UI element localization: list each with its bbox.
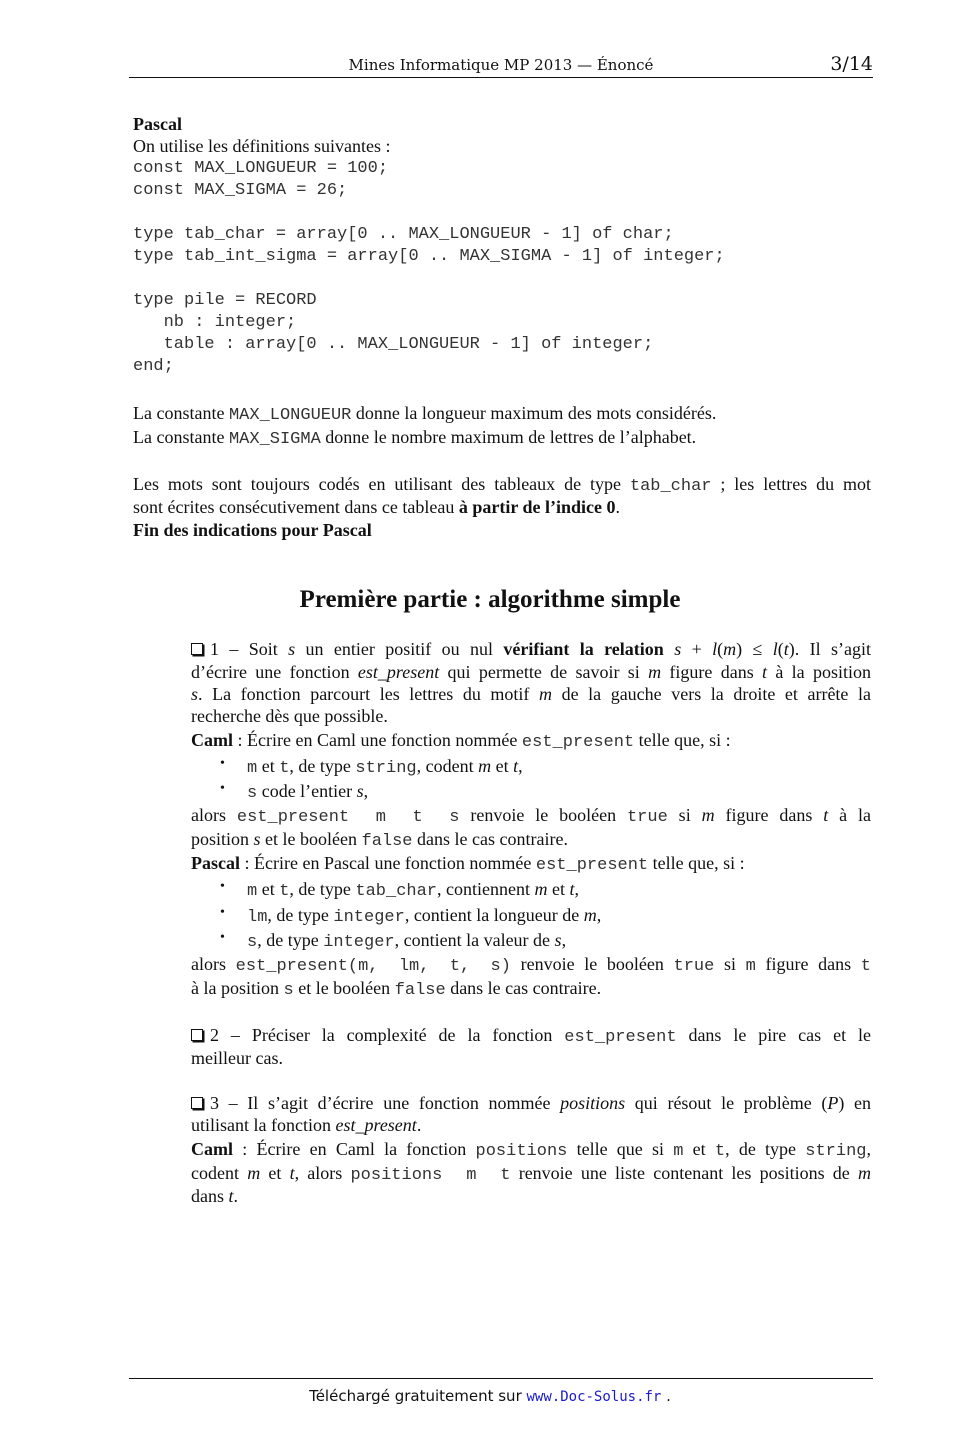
pascal-end-note: Fin des indications pour Pascal [133, 520, 372, 540]
pascal-return-text: à la position s et le booléen false dans le cas contraire. [191, 978, 602, 1000]
caml-instruction: Caml : Écrire en Caml la fonction positions telle que si m et t, de type string, [191, 1139, 871, 1161]
doc-solus-link[interactable]: www.Doc-Solus.fr [526, 1389, 662, 1405]
section-title: Première partie : algorithme simple [299, 586, 681, 613]
question-3-text: utilisant la fonction est_present. [191, 1115, 422, 1135]
question-1: 1 – Soit s un entier positif ou nul vérifiant la relation s + l(m) ≤ l(t). Il s’agit [191, 638, 871, 660]
code-line: type pile = RECORD [133, 291, 317, 310]
constant-description: La constante MAX_LONGUEUR donne la longueur maximum des mots considérés. [133, 403, 717, 425]
code-line: type tab_int_sigma = array[0 .. MAX_SIGMA - 1] of integer; [133, 247, 725, 266]
code-line: end; [133, 357, 174, 376]
list-item: m et t, de type string, codent m et t, [247, 756, 523, 778]
question-3-text: codent m et t, alors positions m t renvoie une liste contenant les positions de m [191, 1163, 871, 1185]
header-title: Mines Informatique MP 2013 — Énoncé [348, 56, 654, 74]
list-item: m et t, de type tab_char, contiennent m et t, [247, 879, 580, 901]
code-line: table : array[0 .. MAX_LONGUEUR - 1] of integer; [133, 335, 654, 354]
code-line: const MAX_LONGUEUR = 100; [133, 159, 389, 178]
pascal-return-text: alors est_present(m, lm, t, s) renvoie le booléen true si m figure dans t [191, 954, 871, 976]
caml-return-text: position s et le booléen false dans le cas contraire. [191, 829, 568, 851]
pascal-intro: On utilise les définitions suivantes : [133, 136, 391, 156]
list-item: s code l’entier s, [247, 781, 369, 803]
question-3-text: dans t. [191, 1186, 239, 1206]
checkbox-icon [191, 1097, 203, 1109]
list-item: s, de type integer, contient la valeur de s, [247, 930, 567, 952]
list-item: lm, de type integer, contient la longueur de m, [247, 905, 602, 927]
question-1-text: d’écrire une fonction est_present qui permette de savoir si m figure dans t à la position [191, 662, 871, 682]
words-encoding-note: Les mots sont toujours codés en utilisant des tableaux de type tab_char ; les lettres du mot [133, 474, 871, 496]
bullet-icon: • [220, 756, 225, 771]
bullet-icon: • [220, 879, 225, 894]
pascal-instruction: Pascal : Écrire en Pascal une fonction nommée est_present telle que, si : [191, 853, 745, 875]
caml-instruction: Caml : Écrire en Caml une fonction nommée est_present telle que, si : [191, 730, 731, 752]
bullet-icon: • [220, 905, 225, 920]
bullet-icon: • [220, 781, 225, 796]
checkbox-icon [191, 643, 203, 655]
question-2-text: meilleur cas. [191, 1048, 283, 1068]
code-line: const MAX_SIGMA = 26; [133, 181, 348, 200]
checkbox-icon [191, 1029, 203, 1041]
question-1-text: s. La fonction parcourt les lettres du motif m de la gauche vers la droite et arrête la [191, 684, 871, 704]
pascal-heading: Pascal [133, 114, 182, 134]
page-header [129, 50, 873, 78]
page-footer: Téléchargé gratuitement sur www.Doc-Solus.fr . [309, 1387, 671, 1405]
question-3: 3 – Il s’agit d’écrire une fonction nommée positions qui résout le problème (P) en [191, 1092, 871, 1114]
question-1-text: recherche dès que possible. [191, 706, 388, 726]
code-line: nb : integer; [133, 313, 297, 332]
code-line: type tab_char = array[0 .. MAX_LONGUEUR - 1] of char; [133, 225, 674, 244]
question-2: 2 – Préciser la complexité de la fonction est_present dans le pire cas et le [191, 1024, 871, 1049]
page-number: 3/14 [830, 53, 873, 75]
footer-divider [129, 1378, 873, 1379]
caml-return-text: alors est_present m t s renvoie le booléen true si m figure dans t à la [191, 805, 871, 827]
bullet-icon: • [220, 930, 225, 945]
words-encoding-note: sont écrites consécutivement dans ce tableau à partir de l’indice 0. [133, 497, 621, 517]
constant-description: La constante MAX_SIGMA donne le nombre maximum de lettres de l’alphabet. [133, 427, 697, 449]
